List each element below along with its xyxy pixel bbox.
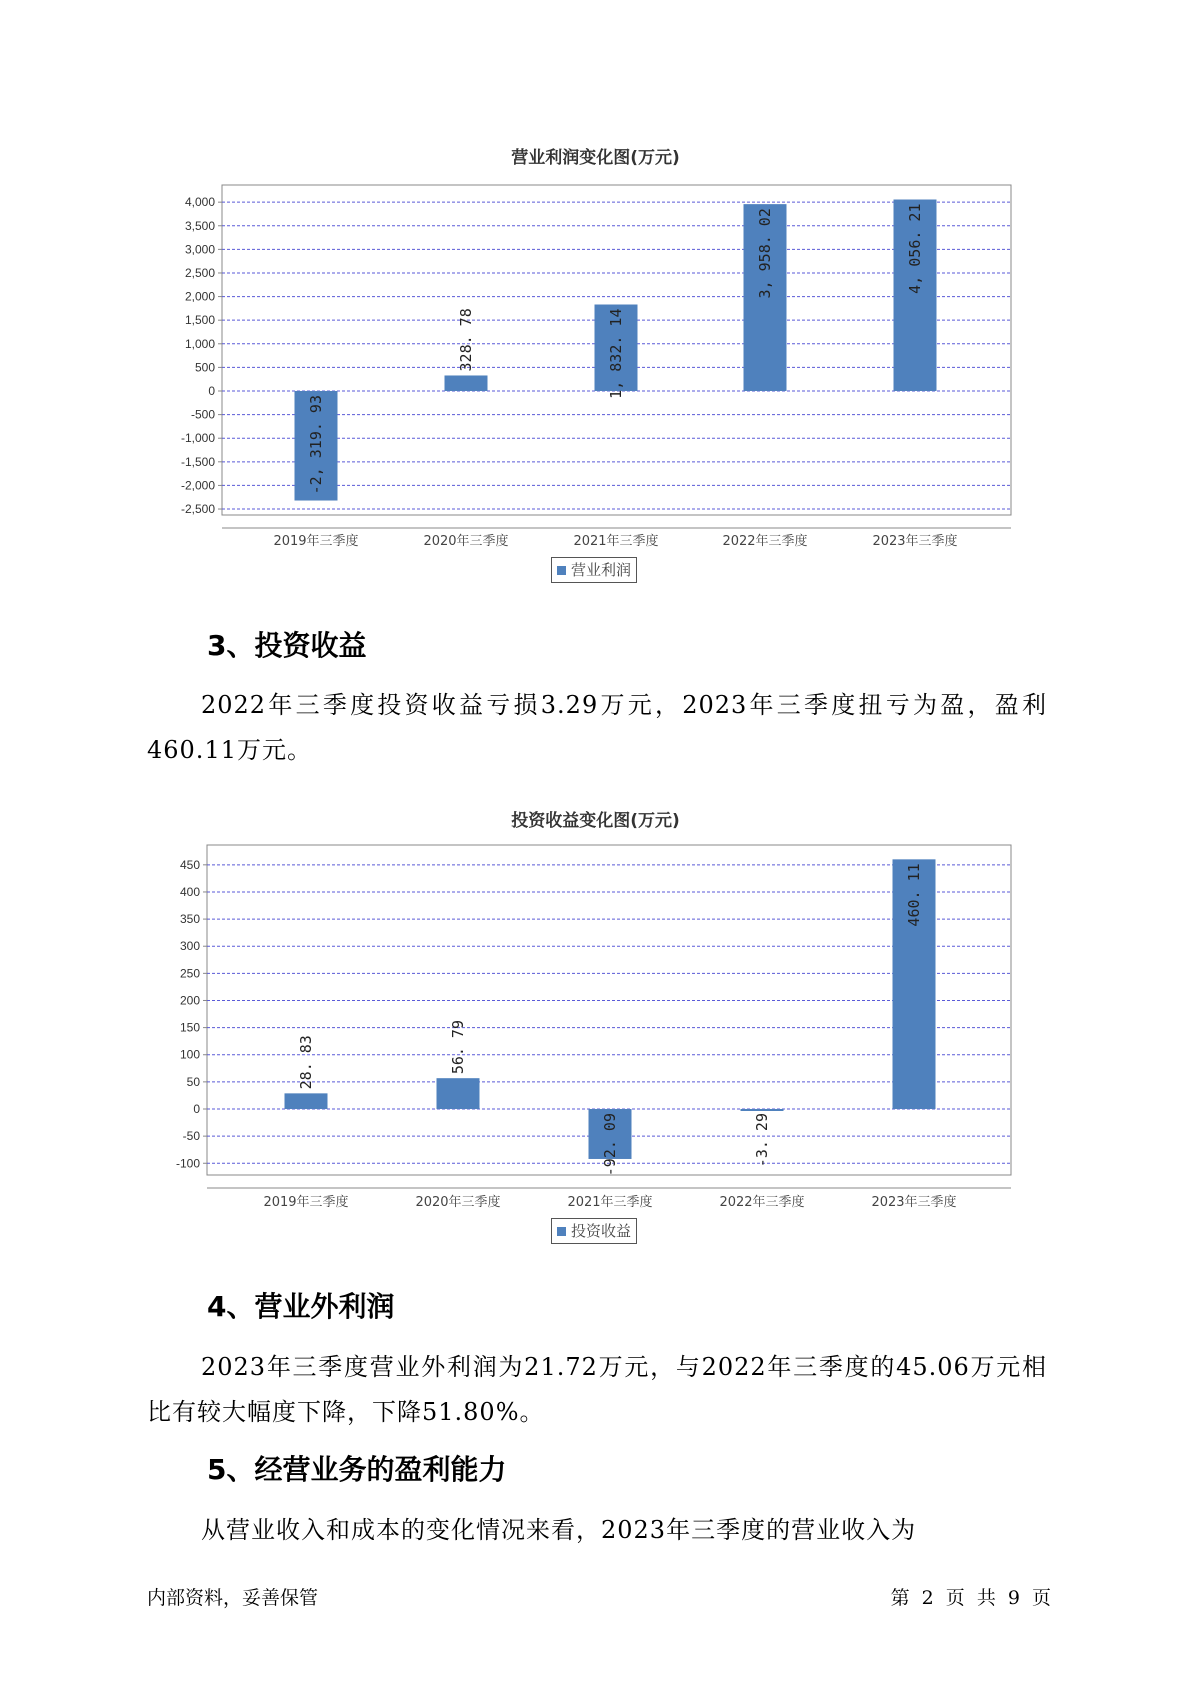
- legend-swatch: [557, 1227, 566, 1236]
- y-tick-label: -2,500: [180, 502, 215, 517]
- y-tick-label: -1,500: [180, 454, 215, 469]
- category-label: 2021年三季度: [573, 534, 659, 549]
- bar: [437, 1078, 480, 1109]
- category-label: 2020年三季度: [415, 1195, 501, 1210]
- bar-data-label: 4, 056. 21: [906, 203, 924, 294]
- section-3-heading: 3、投资收益: [207, 629, 367, 662]
- bar-data-label: 28. 83: [297, 1035, 315, 1090]
- y-tick-label: 50: [186, 1074, 200, 1089]
- section-3-paragraph: 2022年三季度投资收益亏损3.29万元，2023年三季度扭亏为盈，盈利460.11万元。: [147, 691, 1047, 764]
- y-tick-label: 0: [193, 1102, 200, 1116]
- bar-data-label: -92. 09: [601, 1113, 619, 1177]
- y-tick-label: 2,000: [184, 289, 215, 304]
- investment-income-legend: [551, 1218, 637, 1244]
- y-tick-label: 200: [179, 993, 200, 1008]
- operating-profit-chart-title: 营业利润变化图(万元): [511, 148, 680, 168]
- category-label: 2019年三季度: [273, 534, 359, 549]
- y-tick-label: 3,000: [184, 242, 215, 257]
- category-label: 2022年三季度: [722, 534, 808, 549]
- y-tick-label: 1,000: [184, 336, 215, 351]
- category-label: 2019年三季度: [263, 1195, 349, 1210]
- bar-data-label: 328. 78: [457, 308, 475, 372]
- y-tick-label: 1,500: [184, 313, 215, 328]
- bar: [741, 1109, 784, 1111]
- bar-data-label: -3. 29: [753, 1113, 771, 1168]
- bar-data-label: 56. 79: [449, 1019, 467, 1075]
- bar-data-label: 1, 832. 14: [607, 308, 625, 399]
- category-label: 2021年三季度: [567, 1195, 653, 1210]
- section-5-paragraph: 从营业收入和成本的变化情况来看，2023年三季度的营业收入为: [201, 1516, 917, 1544]
- category-label: 2022年三季度: [719, 1195, 805, 1210]
- section-4-paragraph: 2023年三季度营业外利润为21.72万元，与2022年三季度的45.06万元相比有较大幅度下降，下降51.80%。: [147, 1353, 1047, 1426]
- bar-data-label: 460. 11: [905, 863, 923, 927]
- y-tick-label: 100: [179, 1047, 200, 1062]
- y-tick-label: -500: [190, 407, 215, 422]
- y-tick-label: 400: [179, 884, 200, 899]
- y-tick-label: 500: [194, 360, 215, 375]
- y-tick-label: -100: [175, 1156, 200, 1171]
- y-tick-label: 2,500: [184, 265, 215, 280]
- y-tick-label: 300: [179, 939, 200, 954]
- category-label: 2023年三季度: [872, 534, 958, 549]
- y-tick-label: 0: [208, 384, 215, 398]
- legend-label: 投资收益: [571, 1222, 632, 1240]
- y-tick-label: 350: [179, 912, 200, 927]
- section-4-heading: 4、营业外利润: [207, 1290, 395, 1323]
- y-tick-label: 250: [179, 966, 200, 981]
- y-tick-label: -50: [182, 1129, 200, 1144]
- bar: [285, 1093, 328, 1109]
- footer-confidential: 内部资料，妥善保管: [147, 1587, 319, 1609]
- y-tick-label: 150: [179, 1020, 200, 1035]
- y-tick-label: 3,500: [184, 218, 215, 233]
- section-5-heading: 5、经营业务的盈利能力: [207, 1453, 507, 1486]
- legend-label: 营业利润: [571, 561, 632, 579]
- footer-page-number: 第 2 页 共 9 页: [890, 1587, 1051, 1609]
- bar-data-label: 3, 958. 02: [756, 208, 774, 299]
- y-tick-label: 4,000: [184, 195, 215, 210]
- category-label: 2020年三季度: [423, 534, 509, 549]
- y-tick-label: -2,000: [180, 478, 215, 493]
- y-tick-label: -1,000: [180, 431, 215, 446]
- y-tick-label: 450: [179, 857, 200, 872]
- bar-data-label: -2, 319. 93: [307, 395, 325, 495]
- category-label: 2023年三季度: [871, 1195, 957, 1210]
- investment-income-chart-title: 投资收益变化图(万元): [511, 811, 680, 831]
